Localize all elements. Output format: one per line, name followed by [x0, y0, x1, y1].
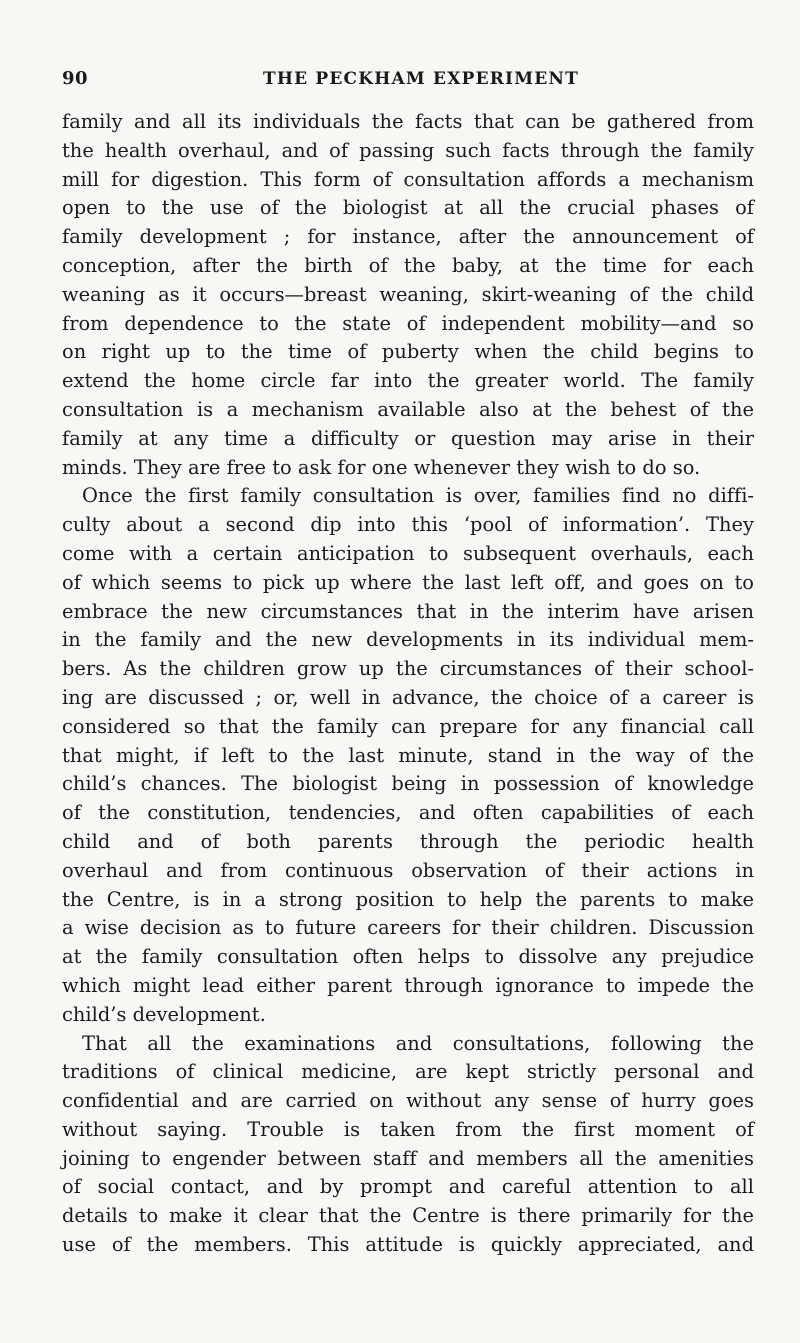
text-line: come with a certain anticipation to subsequent overhauls, each [62, 541, 754, 565]
text-line: without saying. Trouble is taken from the first moment of [62, 1117, 754, 1141]
text-line: use of the members. This attitude is quickly appreciated, and [62, 1233, 754, 1257]
text-line: weaning as it occurs—breast weaning, skirt-weaning of the child [62, 282, 754, 306]
text-line: Once the first family consultation is over, families find no diffi- [82, 484, 754, 508]
text-line: embrace the new circumstances that in the interim have arisen [62, 599, 754, 623]
text-line: child’s chances. The biologist being in possession of knowledge [62, 772, 754, 796]
text-line: That all the examinations and consultations, following the [82, 1031, 754, 1055]
text-line: consultation is a mechanism available also at the behest of the [62, 397, 754, 421]
page-number: 90 [62, 68, 89, 89]
text-line: family development ; for instance, after the announcement of [62, 225, 754, 249]
text-line: at the family consultation often helps to dissolve any prejudice [62, 945, 754, 969]
text-line: considered so that the family can prepare for any financial call [62, 714, 754, 738]
text-line: joining to engender between staff and members all the amenities [62, 1146, 754, 1170]
text-line: a wise decision as to future careers for their children. Discussion [62, 916, 754, 940]
text-line: minds. They are free to ask for one whenever they wish to do so. [62, 455, 701, 479]
text-line: the health overhaul, and of passing such facts through the family [62, 138, 754, 162]
text-line: confidential and are carried on without any sense of hurry goes [62, 1089, 754, 1113]
text-line: conception, after the birth of the baby, at the time for each [62, 253, 754, 277]
text-line: details to make it clear that the Centre is there primarily for the [62, 1204, 754, 1228]
text-line: overhaul and from continuous observation of their actions in [62, 858, 754, 882]
text-line: of which seems to pick up where the last left off, and goes on to [62, 570, 754, 594]
text-line: on right up to the time of puberty when the child begins to [62, 340, 754, 364]
text-line: family at any time a difficulty or question may arise in their [62, 426, 754, 450]
page-header [54, 68, 744, 92]
text-line: of social contact, and by prompt and careful attention to all [62, 1175, 754, 1199]
text-line: in the family and the new developments in its individual mem- [62, 628, 754, 652]
text-line: open to the use of the biologist at all the crucial phases of [62, 196, 754, 220]
text-line: ing are discussed ; or, well in advance, the choice of a career is [62, 685, 754, 709]
text-line: the Centre, is in a strong position to help the parents to make [62, 887, 754, 911]
text-line: from dependence to the state of independent mobility—and so [62, 311, 754, 335]
running-head: THE PECKHAM EXPERIMENT [263, 69, 579, 89]
text-line: mill for digestion. This form of consultation affords a mechanism [62, 167, 754, 191]
text-line: extend the home circle far into the greater world. The family [62, 369, 754, 393]
text-line: family and all its individuals the facts that can be gathered from [62, 110, 754, 133]
text-line: child and of both parents through the periodic health [62, 829, 754, 853]
text-line: of the constitution, tendencies, and often capabilities of each [62, 801, 754, 825]
text-line: which might lead either parent through ignorance to impede the [62, 973, 754, 997]
text-line: traditions of clinical medicine, are kept strictly personal and [62, 1060, 754, 1084]
text-line: child’s development. [62, 1002, 266, 1026]
body-text [62, 108, 754, 1260]
text-line: bers. As the children grow up the circumstances of their school- [62, 657, 754, 681]
text-line: that might, if left to the last minute, stand in the way of the [62, 743, 754, 767]
text-line: culty about a second dip into this ‘pool of information’. They [62, 513, 754, 537]
